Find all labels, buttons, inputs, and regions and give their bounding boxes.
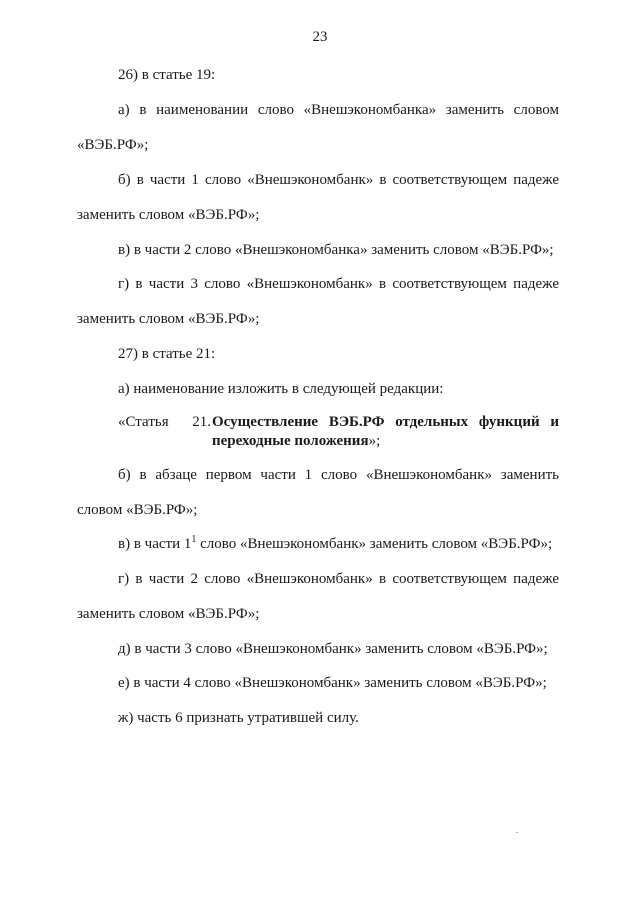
article-21-title-line1: Осуществление ВЭБ.РФ отдельных функций и xyxy=(212,414,559,430)
item-27v-text: слово «Внешэкономбанк» заменить словом «ВЭБ.РФ»; xyxy=(196,536,553,552)
item-27a: а) наименование изложить в следующей редакции: xyxy=(118,381,444,397)
article-21-title-closing: »; xyxy=(368,433,381,449)
article-21-title-line2 xyxy=(212,432,559,451)
item-26b-line1: б) в части 1 слово «Внешэкономбанк» в соответствующем падеже xyxy=(118,172,559,188)
item-27g-line2: заменить словом «ВЭБ.РФ»; xyxy=(77,606,260,622)
article-21-title-line2-text: переходные положения xyxy=(212,433,369,449)
item-27b-line2: словом «ВЭБ.РФ»; xyxy=(77,502,198,518)
article-21-label: «Статья 21. xyxy=(118,414,211,430)
item-27e: е) в части 4 слово «Внешэкономбанк» заменить словом «ВЭБ.РФ»; xyxy=(118,675,547,691)
item-26g-line1: г) в части 3 слово «Внешэкономбанк» в соответствующем падеже xyxy=(118,276,559,292)
item-26b-line2: заменить словом «ВЭБ.РФ»; xyxy=(77,207,260,223)
article-21-title xyxy=(212,413,559,451)
item-27zh: ж) часть 6 признать утратившей силу. xyxy=(118,710,359,726)
item-27v xyxy=(118,535,559,554)
item-26a-line2: «ВЭБ.РФ»; xyxy=(77,137,149,153)
item-26: 26) в статье 19: xyxy=(118,67,216,83)
item-26v: в) в части 2 слово «Внешэкономбанка» заменить словом «ВЭБ.РФ»; xyxy=(118,242,554,258)
item-26g-line2: заменить словом «ВЭБ.РФ»; xyxy=(77,311,260,327)
item-27g-line1: г) в части 2 слово «Внешэкономбанк» в соответствующем падеже xyxy=(118,571,559,587)
item-27: 27) в статье 21: xyxy=(118,346,216,362)
item-27v-prefix: в) в части 1 xyxy=(118,536,192,552)
page-number: 23 xyxy=(312,29,328,45)
item-27d: д) в части 3 слово «Внешэкономбанк» заменить словом «ВЭБ.РФ»; xyxy=(118,641,548,657)
item-27v-superscript: 1 xyxy=(191,534,197,545)
item-26a-line1: а) в наименовании слово «Внешэкономбанка» заменить словом xyxy=(118,102,559,118)
scan-artifact xyxy=(516,832,518,833)
item-27b-line1: б) в абзаце первом части 1 слово «Внешэкономбанк» заменить xyxy=(118,467,559,483)
